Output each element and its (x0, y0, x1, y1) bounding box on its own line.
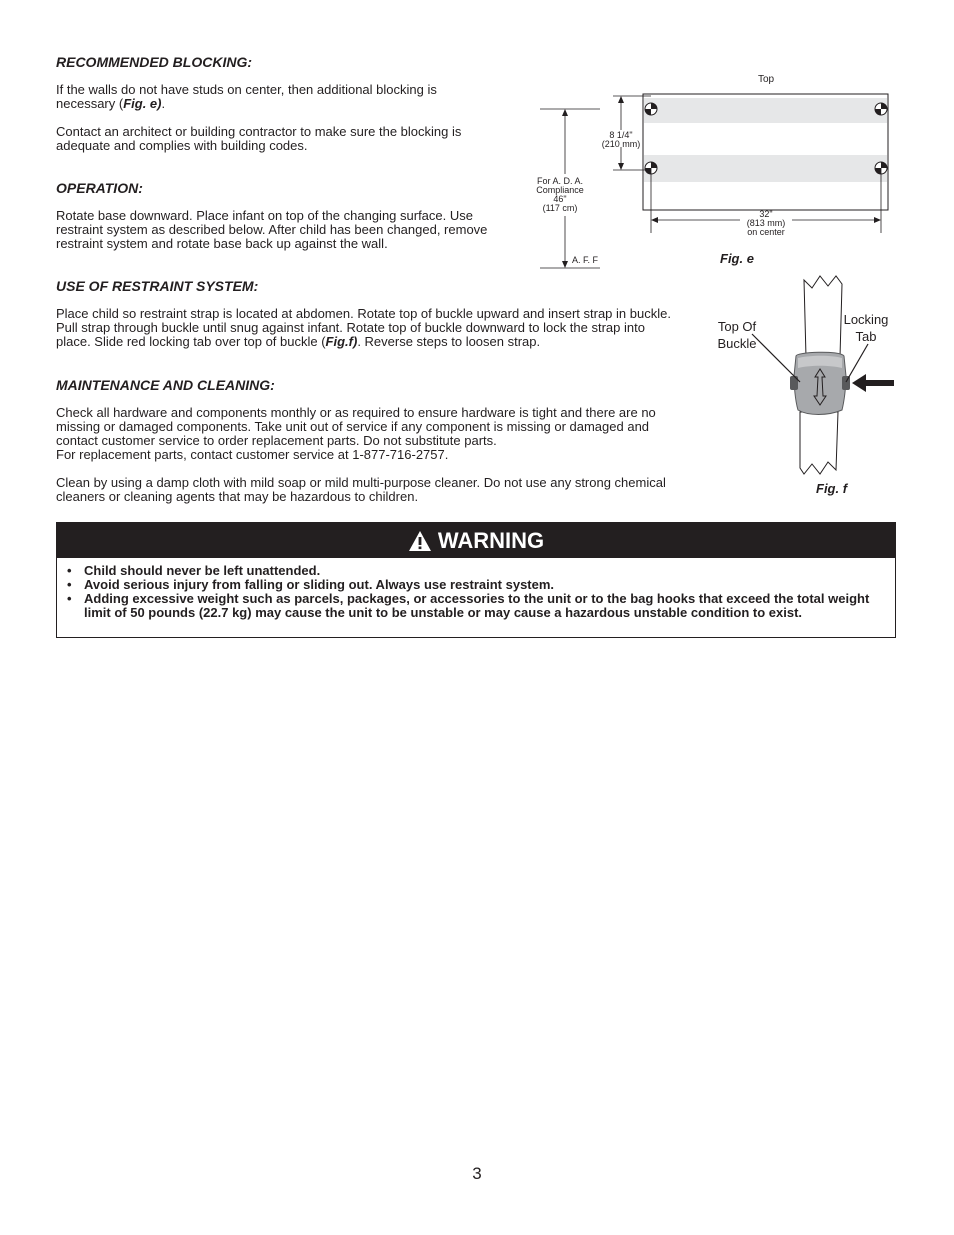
heading-recommended-blocking: RECOMMENDED BLOCKING: (56, 54, 252, 70)
fig-e-aff-label: A. F. F (571, 255, 598, 265)
restraint-paragraph: Place child so restraint strap is located at abdomen. Rotate top of buckle upward and insert strap in buckle. Pull strap through buckle until snug against infant. Rotate top of buckle downward to lock the strap into place. Slide red locking tab over top of buckle (Fig.f). Reverse steps to loosen strap. (56, 306, 671, 349)
maintenance-paragraph-1: Check all hardware and components monthly or as required to ensure hardware is tight and there are no missing or damaged components. Take unit out of service if any component is missing or damaged and contact customer service to order replacement parts. Do not substitute parts. (56, 405, 656, 448)
fig-e-diagram (530, 70, 910, 270)
fig-e-ada-line-1: For A. D. A. (536, 176, 583, 186)
blocking-strip-bottom (644, 155, 887, 182)
arrow-up-icon (562, 109, 568, 116)
warning-item: • Adding excessive weight such as parcels, packages, or accessories to the unit or to the bag hooks that exceed the total weight limit of 50 pounds (22.7 kg) may cause the unit to be unstable or may cause a hazardous unstable condition to exist. (67, 592, 885, 620)
strap-bottom (800, 412, 838, 474)
locking-tab-callout: Locking Tab (843, 312, 889, 344)
arrow-left-icon (651, 217, 658, 223)
fig-e-spacing-mm: (210 mm) (601, 139, 641, 149)
page-number: 3 (472, 1164, 482, 1183)
slide-direction-arrow-icon (852, 374, 894, 392)
fig-e-ada-line-3: 46" (553, 194, 567, 204)
operation-paragraph: Rotate base downward. Place infant on top of the changing surface. Use restraint system as described below. After child has been changed, remove restraint system and rotate base back up against the wall. (56, 208, 488, 251)
warning-item: • Child should never be left unattended. (67, 564, 885, 578)
fig-e-label: Fig. e (720, 251, 754, 266)
arrow-down-icon (562, 261, 568, 268)
heading-maintenance: MAINTENANCE AND CLEANING: (56, 377, 275, 393)
arrow-up-icon (618, 96, 624, 103)
fig-e-width-note: on center (747, 227, 785, 237)
maintenance-paragraph-2: For replacement parts, contact customer service at 1-877-716-2757. (56, 447, 449, 462)
fig-e-reference: Fig. e) (123, 96, 162, 111)
fig-e-ada-line-4: (117 cm) (542, 203, 578, 213)
top-of-buckle-callout: Top Of Buckle (717, 319, 757, 351)
warning-item: • Avoid serious injury from falling or sliding out. Always use restraint system. (67, 578, 885, 592)
fig-f-reference: Fig.f) (325, 334, 358, 349)
fig-f-label: Fig. f (816, 481, 848, 496)
blocking-paragraph-2: Contact an architect or building contractor to make sure the blocking is adequate and complies with building codes. (56, 124, 462, 153)
fig-e-ada-line-2: Compliance (536, 185, 584, 195)
maintenance-paragraph-3: Clean by using a damp cloth with mild soap or mild multi-purpose cleaner. Do not use any strong chemical cleaners or cleaning agents that may be hazardous to children. (56, 475, 666, 504)
warning-list (57, 558, 895, 620)
fig-e-spacing-inches: 8 1/4" (609, 130, 633, 140)
fig-f-drawing (700, 272, 900, 482)
warning-box (56, 522, 896, 638)
fig-f-diagram (700, 272, 900, 482)
fig-e-drawing (530, 70, 910, 270)
fig-e-width-inches: 32" (759, 209, 773, 219)
heading-restraint-system: USE OF RESTRAINT SYSTEM: (56, 278, 259, 294)
fig-e-width-mm: (813 mm) (746, 218, 786, 228)
heading-operation: OPERATION: (56, 180, 143, 196)
mount-target-top-left (645, 103, 657, 115)
fig-e-top-label: Top (757, 74, 775, 85)
blocking-strip-top (644, 98, 887, 123)
blocking-paragraph-1: If the walls do not have studs on center, then additional blocking is necessary (Fig. e). (56, 82, 437, 111)
arrow-right-icon (874, 217, 881, 223)
arrow-down-icon (618, 163, 624, 170)
warning-header (57, 523, 895, 558)
warning-title: WARNING (437, 527, 545, 553)
mount-target-top-right (875, 103, 887, 115)
warning-triangle-icon (408, 530, 432, 552)
